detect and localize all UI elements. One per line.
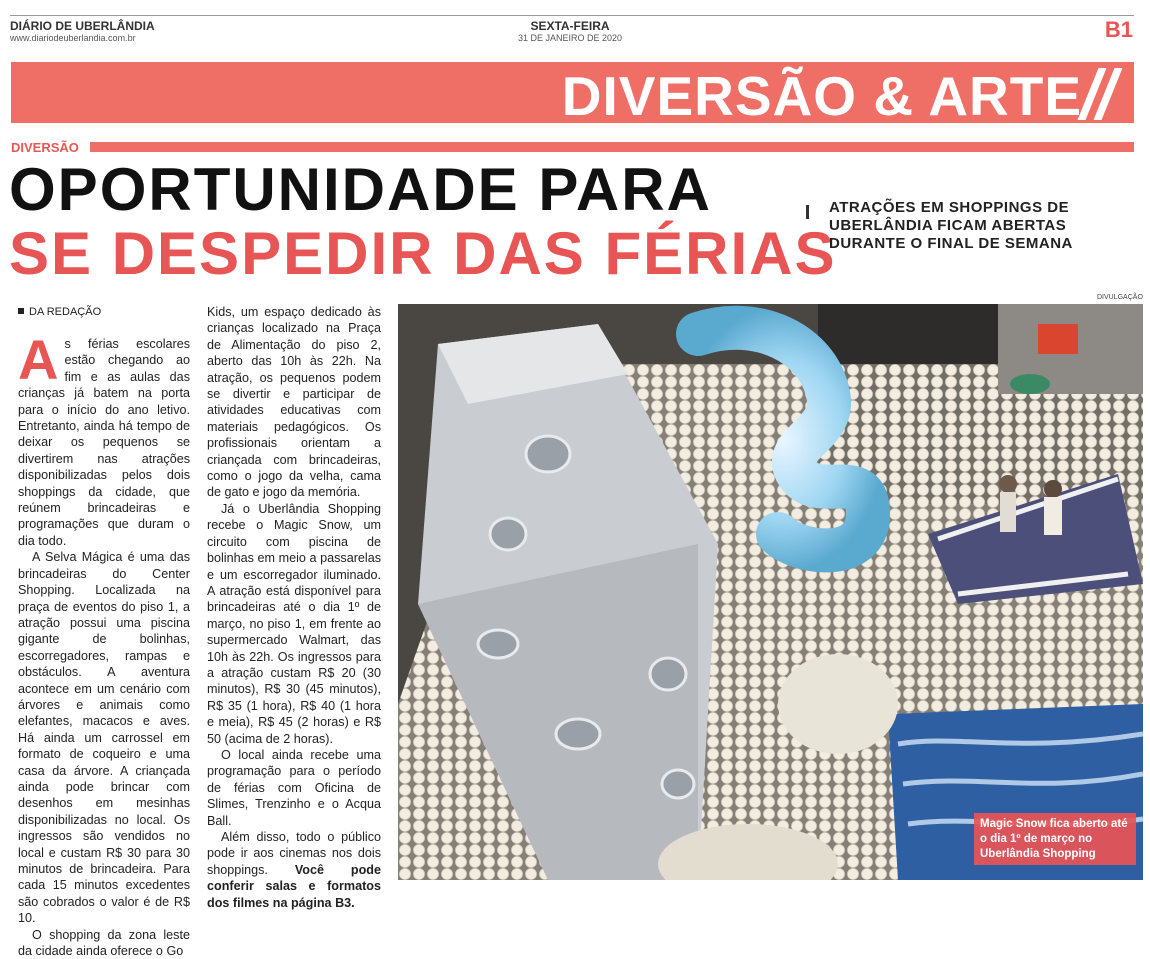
photo-caption: Magic Snow fica aberto até o dia 1º de março no Uberlândia Shopping	[974, 813, 1136, 865]
kicker-bar	[90, 142, 1134, 152]
paragraph: O local ainda recebe uma programação para o período de férias com Oficina de Slimes, Trenzinho e o Acqua Ball.	[207, 747, 381, 828]
byline-text: DA REDAÇÃO	[29, 306, 102, 318]
drop-cap: A	[18, 328, 59, 391]
paper-url[interactable]: www.diariodeuberlandia.com.br	[10, 33, 136, 43]
weekday: SEXTA-FEIRA	[530, 19, 610, 33]
article-kicker: DIVERSÃO	[11, 140, 85, 155]
paragraph: Kids, um espaço dedicado às crianças localizado na Praça de Alimentação do piso 2, aberto das 10h às 22h. Na atração, os pequenos podem se divertir e participar de atividades educativas com materiais pedagógicos. Os profissionais orientam a criançada com brincadeiras, como o jogo da velha, cama de gato e jogo da memória.	[207, 305, 381, 500]
text-column-1	[18, 328, 190, 959]
square-bullet-icon	[18, 308, 24, 314]
article-photo	[398, 304, 1143, 880]
masthead-rule	[10, 15, 1134, 16]
paragraph	[207, 829, 381, 911]
issue-date: 31 DE JANEIRO DE 2020	[517, 33, 623, 43]
paragraph: A Selva Mágica é uma das brincadeiras do Center Shopping. Localizada na praça de eventos do piso 1, a atração possui uma piscina gigante de bolinhas, escorregadores, rampas e obstáculos. A aventura acontece em um cenário com árvores e animais como elefantes, macacos e aves. Há ainda um carrossel em formato de coqueiro e uma casa da árvore. A criançada ainda pode brincar com desenhos em mesinhas disponibilizadas no local. Os ingressos são vendidos no local e custam R$ 30 para 30 minutos de brincadeira. Para cada 15 minutos excedentes são cobrados o valor é de R$ 10.	[18, 550, 190, 926]
article-headline	[9, 158, 837, 286]
photo-credit: DIVULGAÇÃO	[1097, 294, 1143, 301]
paragraph	[18, 328, 190, 549]
article-deck: ATRAÇÕES EM SHOPPINGS DE UBERLÂNDIA FICAM ABERTAS DURANTE O FINAL DE SEMANA	[829, 199, 1073, 252]
paragraph: Já o Uberlândia Shopping recebe o Magic Snow, um circuito com piscina de bolinhas em meio a passarelas e um escorregador iluminado. A atração está disponível para brincadeiras até o dia 1º de março, no piso 1, em frente ao supermercado Walmart, das 10h às 22h. Os ingressos para a atração custam R$ 20 (30 minutos), R$ 30 (45 minutos), R$ 35 (1 hora), R$ 40 (1 hora e meia), R$ 45 (2 horas) e R$ 50 (acima de 2 horas).	[207, 501, 381, 746]
paper-name: DIÁRIO DE UBERLÂNDIA	[10, 19, 155, 33]
headline-line-1: OPORTUNIDADE PARA	[9, 156, 712, 223]
text-column-2	[207, 304, 381, 911]
paragraph-text: Além disso, todo o público pode ir aos cinemas nos dois shoppings.	[207, 830, 381, 877]
magic-snow-photo	[398, 304, 1143, 880]
byline	[18, 306, 101, 318]
section-banner	[11, 62, 1134, 123]
page-number: B1	[1104, 17, 1133, 42]
paragraph-bold-text: Você pode conferir salas e formatos dos filmes na página B3.	[207, 862, 382, 910]
deck-bar	[806, 205, 809, 219]
paragraph: O shopping da zona leste da cidade ainda oferece o Go	[18, 927, 190, 959]
headline-line-2: SE DESPEDIR DAS FÉRIAS	[9, 220, 837, 287]
section-title: DIVERSÃO & ARTE	[561, 65, 1082, 123]
paragraph-text: s férias escolares estão chegando ao fim e as aulas das crianças já batem na porta para o início do ano letivo. Entretanto, ainda há tempo de deixar os pequenos se divertirem nas atrações disponibilizadas pelos dois shoppings da cidade, que reúnem brincadeiras e programações que duram o dia todo.	[18, 337, 190, 548]
